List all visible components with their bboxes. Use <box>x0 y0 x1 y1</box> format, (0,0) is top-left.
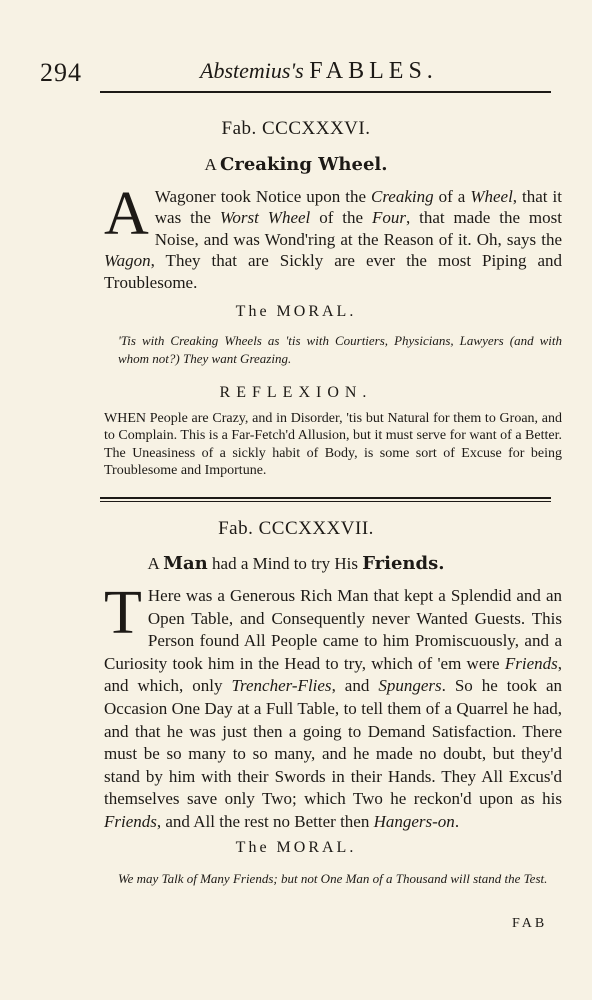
reflexion-heading: REFLEXION. <box>219 384 373 401</box>
page-number: 294 <box>40 58 82 87</box>
running-title <box>200 58 438 85</box>
fable-2-body <box>104 579 562 834</box>
running-title-author: Abstemius's <box>200 58 304 83</box>
fable-1-subtitle-article: A <box>204 155 216 174</box>
fable-2-subtitle-man: Man <box>163 553 208 574</box>
fable-2-subtitle-friends: Friends. <box>362 553 445 574</box>
running-header <box>40 56 560 90</box>
fable-1-subtitle-blackletter: Creaking Wheel. <box>220 154 388 175</box>
fable-1-drop-cap: A <box>104 180 149 248</box>
fable-1-text: Wagoner took Notice upon the Creaking of a Wheel, that it was the Worst Wheel of the Four, that made the most Noise, and was Wond'ring at the Reason of it. Oh, says the Wagon, They that are Sickly are ever the most Piping and Troublesome. <box>104 187 562 292</box>
fable-2-title: Fab. CCCXXXVII. <box>218 518 374 539</box>
fable-1-title: Fab. CCCXXXVI. <box>221 118 371 139</box>
fable-2-moral-text: We may Talk of Many Friends; but not One Man of a Thousand will stand the Test. <box>118 871 548 886</box>
fable-2-subtitle <box>0 553 592 574</box>
fable-2-drop-cap: T <box>104 579 142 647</box>
fable-1-subtitle <box>0 154 592 175</box>
fable-2-text: Here was a Generous Rich Man that kept a Splendid and an Open Table, and Consequently never Wanted Guests. This Person found All People came to him Promiscuously, and a Curiosity took him in the Head to try, which of 'em were Friends, and which, only Trencher-Flies, and Spungers. So he took an Occasion One Day at a Full Table, to tell them of a Quarrel he had, and that he was just then a going to Demand Satisfaction. There must be so many to so many, and he made no doubt, but they'd stand by him with their Swords in their Hands. They All Excus'd themselves save only Two; which Two he reckon'd upon as his Friends, and All the rest no Better then Hangers-on. <box>104 586 562 831</box>
fable-1-body <box>104 180 562 293</box>
fable-1-moral-heading: The MORAL. <box>235 303 357 320</box>
fable-2-subtitle-article: A <box>147 554 159 573</box>
fable-2-subtitle-middle: had a Mind to try His <box>212 554 358 573</box>
fable-1-moral-text: 'Tis with Creaking Wheels as 'tis with Courtiers, Physicians, Lawyers (and with whom not?) They want Greazing. <box>118 333 562 366</box>
section-rule-thin <box>100 501 551 502</box>
catchword: FAB <box>512 916 548 931</box>
running-title-fables: FABLES. <box>309 58 438 84</box>
header-rule <box>100 91 551 93</box>
fable-2-moral-heading: The MORAL. <box>235 839 357 856</box>
section-rule-thick <box>100 497 551 499</box>
reflexion-text: WHEN People are Crazy, and in Disorder, 'tis but Natural for them to Groan, and to Complain. This is a Far-Fetch'd Allusion, but it must serve for want of a Better. The Uneasiness of a sickly habit of Body, is some sort of Excuse for being Troublesome and Importune. <box>104 411 562 479</box>
